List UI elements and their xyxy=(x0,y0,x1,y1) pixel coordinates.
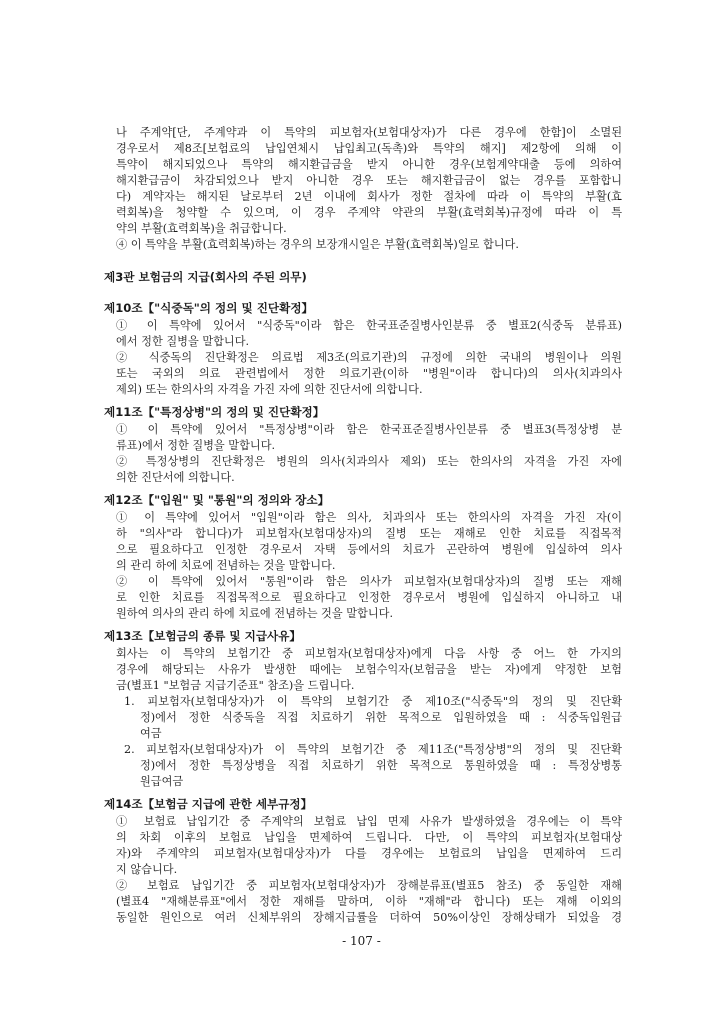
page-number: - 107 - xyxy=(342,934,381,948)
article-13-title: 제13조【보험금의 종류 및 지급사유】 xyxy=(104,629,302,643)
article-11-line: 류표)에서 정한 질병을 말합니다. xyxy=(116,439,276,452)
article-12-title: 제12조【"입원" 및 "통원"의 정의와 장소】 xyxy=(104,493,330,507)
article-14-line: 지 않습니다. xyxy=(116,863,178,876)
article-14-line: 자)와 주계약의 피보험자(보험대상자)가 다를 경우에는 보험료의 납입을 면제하여 드리 xyxy=(116,847,622,860)
section-heading: 제3관 보험금의 지급(회사의 주된 의무) xyxy=(104,270,307,284)
article-14-title: 제14조【보험금 지급에 관한 세부규정】 xyxy=(104,797,313,811)
article-12-line: ① 이 특약에 있어서 "입원"이라 함은 의사, 치과의사 또는 한의사의 자격을 가진 자(이 xyxy=(116,511,622,524)
article-12-line: 로 인한 치료를 직접목적으로 필요하다고 인정한 경우로서 병원에 입실하지 아니하고 내 xyxy=(116,591,622,604)
article-12-line: 으로 필요하다고 인정한 경우로서 자택 등에서의 치료가 곤란하여 병원에 입실하여 의사 xyxy=(116,543,622,556)
body-text-line: 경우로서 제8조[보험료의 납입연체시 납입최고(독촉)와 특약의 해지] 제2항에 의해 이 xyxy=(116,142,622,155)
article-10-line: 제외) 또는 한의사의 자격을 가진 자에 의한 진단서에 의합니다. xyxy=(116,383,423,396)
article-10-line: 또는 국외의 의료 관련법에서 정한 의료기관(이하 "병원"이라 합니다)의 의사(치과의사 xyxy=(116,367,622,380)
body-text-line: ④ 이 특약을 부활(효력회복)하는 경우의 보장개시일은 부활(효력회복)일로 합니다. xyxy=(116,238,519,251)
article-12-line: ② 이 특약에 있어서 "통원"이라 함은 의사가 피보험자(보험대상자)의 질병 또는 재해 xyxy=(116,575,622,588)
article-14-line: (별표4 "재해분류표"에서 정한 재해를 말하며, 이하 "재해"라 합니다) 또는 재해 이외의 xyxy=(116,895,622,908)
article-10-title: 제10조【"식중독"의 정의 및 진단확정】 xyxy=(104,301,314,315)
article-11-line: ① 이 특약에 있어서 "특정상병"이라 함은 한국표준질병사인분류 중 별표3(특정상병 분 xyxy=(116,423,622,436)
article-11-line: 의한 진단서에 의합니다. xyxy=(116,471,235,484)
article-13-line: 회사는 이 특약의 보험기간 중 피보험자(보험대상자)에게 다음 사항 중 어느 한 가지의 xyxy=(116,647,622,660)
body-text-line: 다) 계약자는 해지된 날로부터 2년 이내에 회사가 정한 절차에 따라 이 특약의 부활(효 xyxy=(116,190,622,203)
article-14-line: ① 보험료 납입기간 중 주계약의 보험료 납입 면제 사유가 발생하였을 경우에는 이 특약 xyxy=(116,815,622,828)
article-13-item-2: 정)에서 정한 특정상병을 직접 치료하기 위한 목적으로 통원하였을 때 : 특정상병통 xyxy=(140,759,622,772)
body-text-line: 나 주계약[단, 주계약과 이 특약의 피보험자(보험대상자)가 다른 경우에 한함]이 소멸된 xyxy=(116,126,622,139)
article-13-item-2: 2. 피보험자(보험대상자)가 이 특약의 보험기간 중 제11조("특정상병"의 정의 및 진단확 xyxy=(124,743,622,756)
article-10-line: 에서 정한 질병을 말합니다. xyxy=(116,335,250,348)
body-text-line: 약의 부활(효력회복)을 취급합니다. xyxy=(116,222,287,235)
article-14-line: 동일한 원인으로 여러 신체부위의 장해지급률을 더하여 50%이상인 장해상태가 되었을 경 xyxy=(116,911,622,924)
article-13-item-1: 1. 피보험자(보험대상자)가 이 특약의 보험기간 중 제10조("식중독"의 정의 및 진단확 xyxy=(124,695,622,708)
article-13-item-2: 원급여금 xyxy=(140,775,184,788)
body-text-line: 해지환급금이 차감되었으나 받지 아니한 경우 또는 해지환급금이 없는 경우를 포함합니 xyxy=(116,174,622,187)
article-10-line: ① 이 특약에 있어서 "식중독"이라 함은 한국표준질병사인분류 중 별표2(식중독 분류표) xyxy=(116,319,622,332)
article-12-line: 의 관리 하에 치료에 전념하는 것을 말합니다. xyxy=(116,559,336,572)
article-12-line: 하 "의사"라 합니다)가 피보험자(보험대상자)의 질병 또는 재해로 인한 치료를 직접목적 xyxy=(116,527,622,540)
article-14-line: 의 차회 이후의 보험료 납입을 면제하여 드립니다. 다만, 이 특약의 피보험자(보험대상 xyxy=(116,831,622,844)
article-13-item-1: 정)에서 정한 식중독을 직접 치료하기 위한 목적으로 입원하였을 때 : 식중독입원급 xyxy=(140,711,622,724)
article-10-line: ② 식중독의 진단확정은 의료법 제3조(의료기관)의 규정에 의한 국내의 병원이나 의원 xyxy=(116,351,622,364)
article-14-line: ② 보험료 납입기간 중 피보험자(보험대상자)가 장해분류표(별표5 참조) 중 동일한 재해 xyxy=(116,879,622,892)
article-13-line: 금(별표1 "보험금 지급기준표" 참조)을 드립니다. xyxy=(116,679,355,692)
article-13-line: 경우에 해당되는 사유가 발생한 때에는 보험수익자(보험금을 받는 자)에게 약정한 보험 xyxy=(116,663,622,676)
article-11-line: ② 특정상병의 진단확정은 병원의 의사(치과의사 제외) 또는 한의사의 자격을 가진 자에 xyxy=(116,455,622,468)
article-11-title: 제11조【"특정상병"의 정의 및 진단확정】 xyxy=(104,405,325,419)
article-13-item-1: 여금 xyxy=(140,727,162,740)
article-12-line: 원하여 의사의 관리 하에 치료에 전념하는 것을 말합니다. xyxy=(116,607,394,620)
body-text-line: 력회복)을 청약할 수 있으며, 이 경우 주계약 약관의 부활(효력회복)규정에 따라 이 특 xyxy=(116,206,622,219)
body-text-line: 특약이 해지되었으나 특약의 해지환급금을 받지 아니한 경우(보험계약대출 등에 의하여 xyxy=(116,158,622,171)
